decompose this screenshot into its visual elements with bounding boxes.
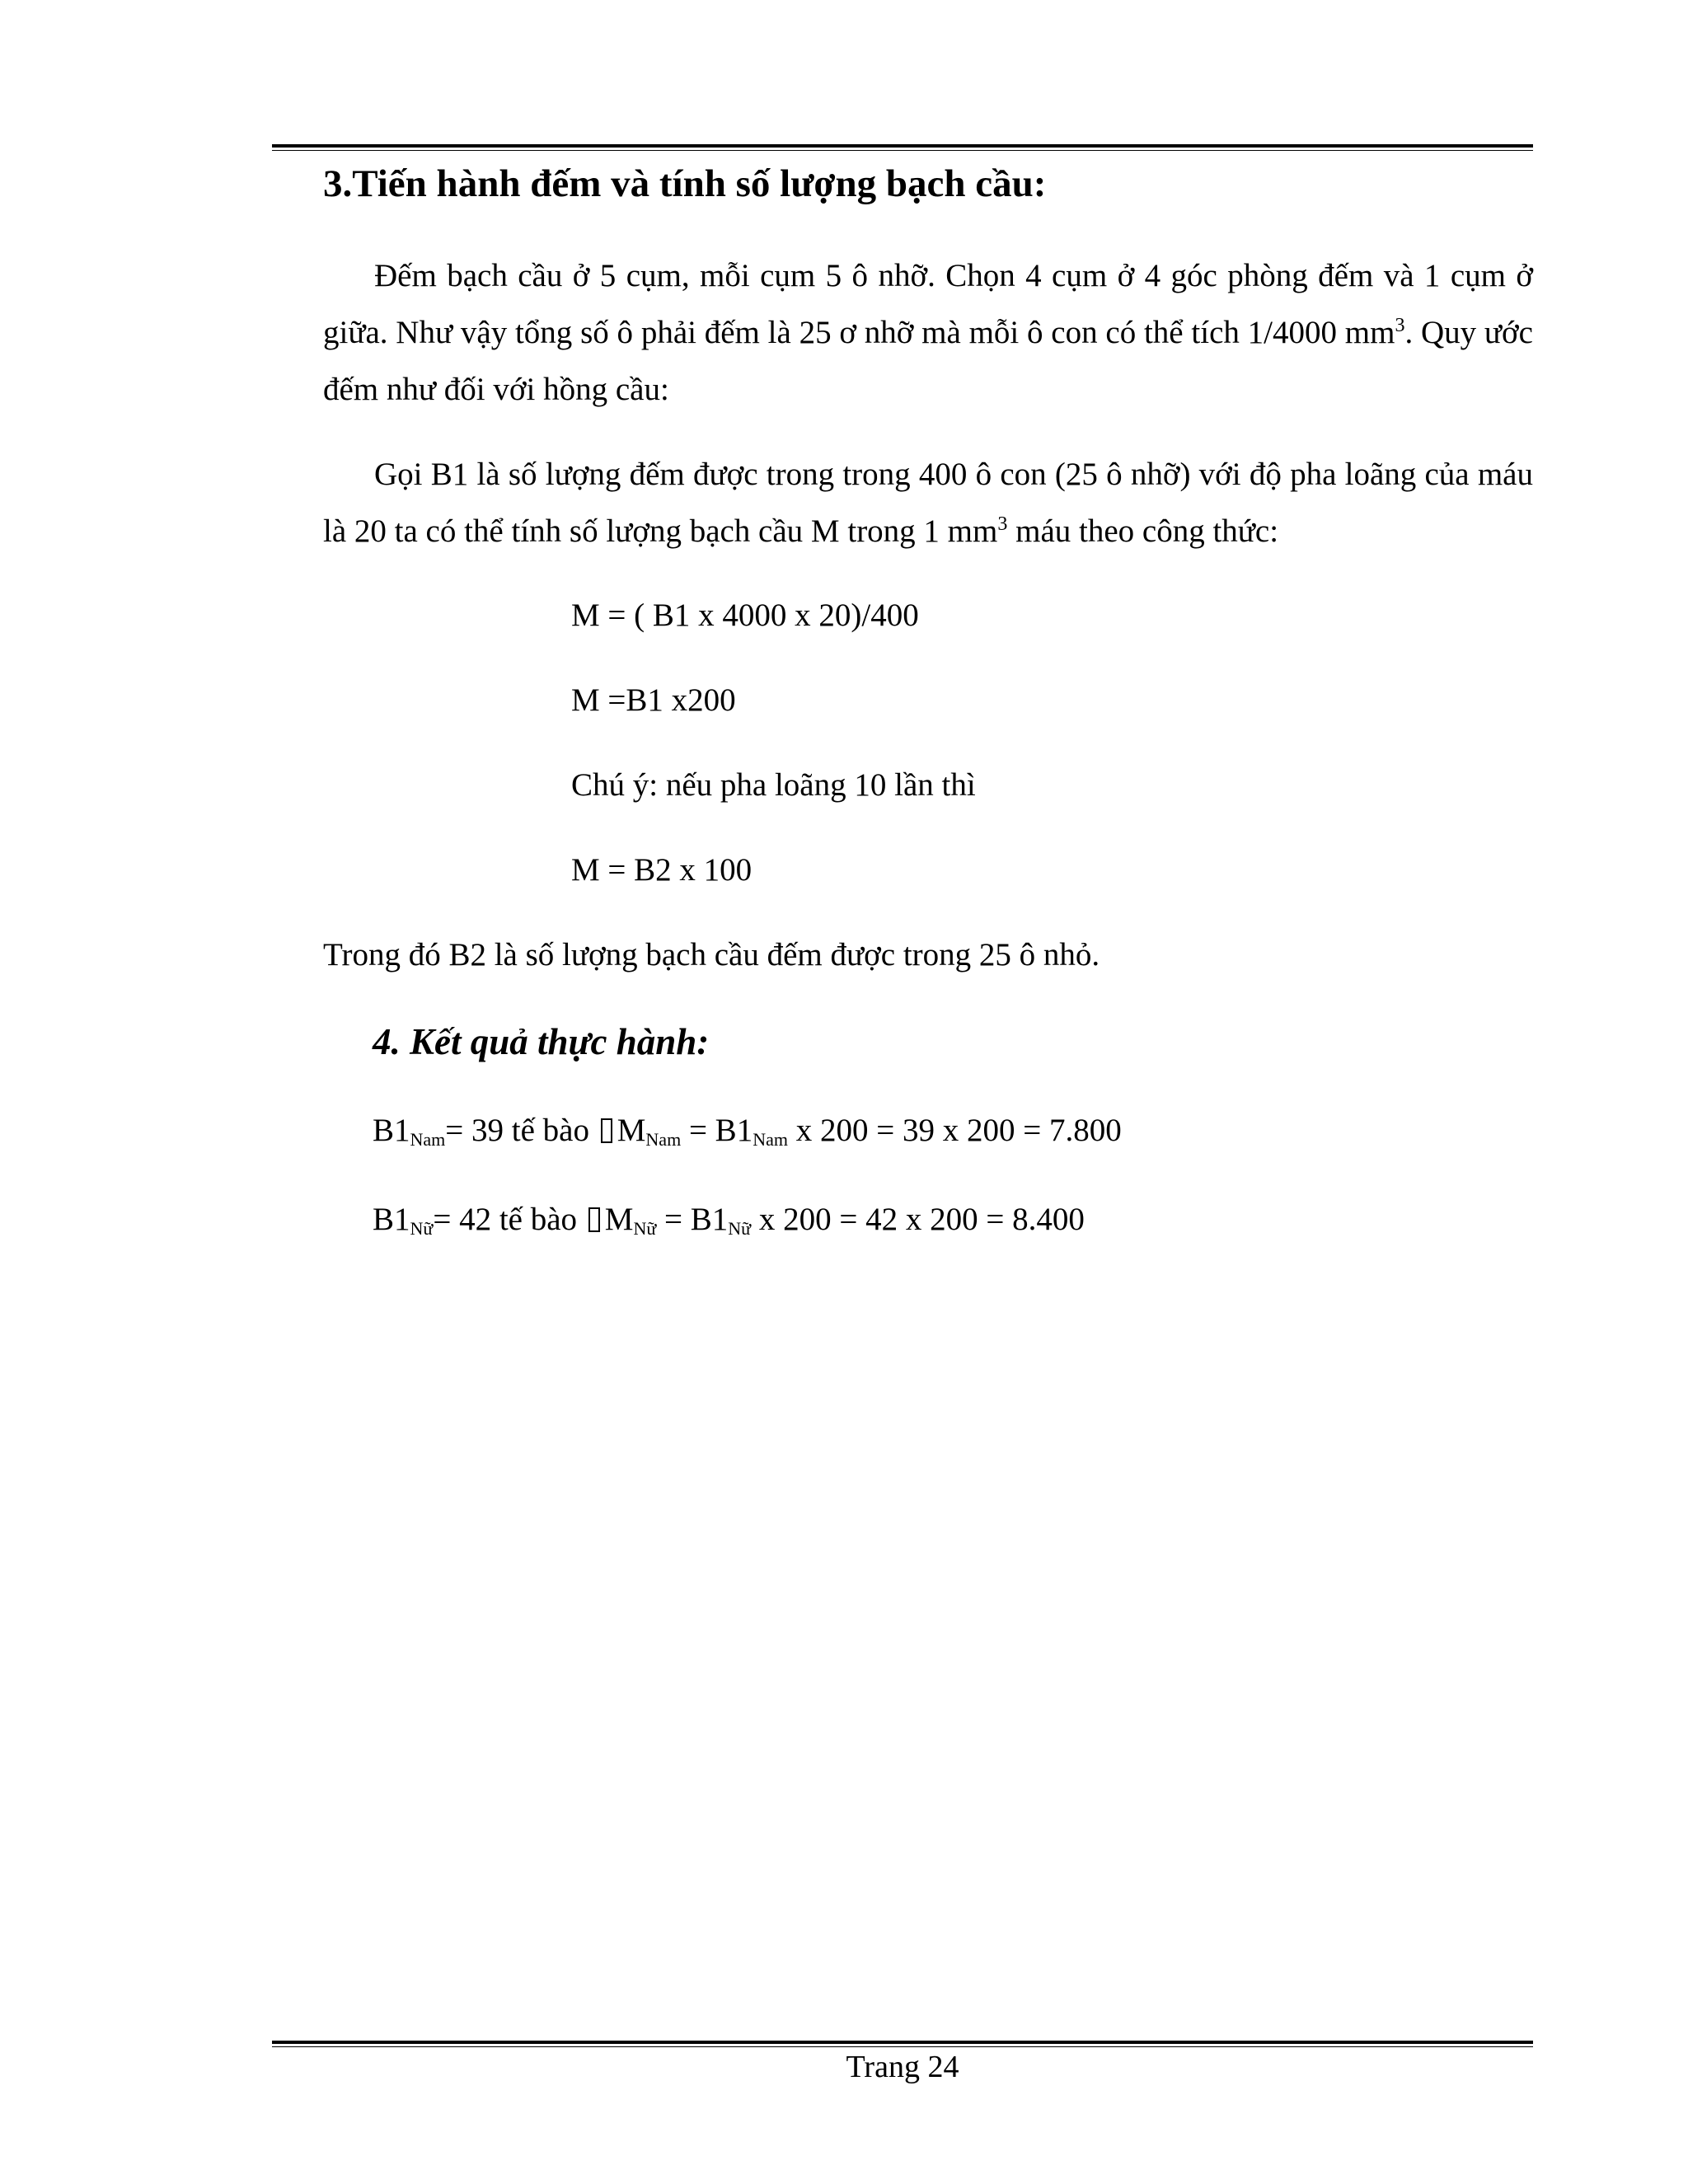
paragraph-counting-method xyxy=(323,247,1533,418)
result-text: = 39 tế bào xyxy=(445,1113,598,1148)
superscript-3: 3 xyxy=(997,513,1008,535)
formula-line: M =B1 x200 xyxy=(571,682,736,718)
formula-line: M = B2 x 100 xyxy=(571,852,753,888)
subscript: Nữ xyxy=(410,1218,434,1239)
paragraph-text: máu theo công thức: xyxy=(1007,513,1279,549)
result-text: = B1 xyxy=(656,1202,729,1237)
paragraph-formula-intro xyxy=(323,446,1533,560)
subscript: Nam xyxy=(410,1129,446,1150)
result-text: M xyxy=(604,1202,634,1237)
result-text: M xyxy=(617,1113,646,1148)
result-text: B1 xyxy=(373,1113,410,1148)
subscript: Nữ xyxy=(633,1218,657,1239)
subscript: Nữ xyxy=(728,1218,752,1239)
result-text: x 200 = 42 x 200 = 8.400 xyxy=(751,1202,1085,1237)
paragraph-text: Đếm bạch cầu ở 5 cụm, mỗi cụm 5 ô nhỡ. Chọn 4 cụm ở 4 góc phòng đếm và 1 cụm ở giữa. Như vậy tổng số ô phải đếm là 25 ơ nhỡ mà mỗi ô con có thể tích 1/4000 mm xyxy=(323,258,1533,350)
paragraph-text: Gọi B1 là số lượng đếm được trong trong 400 ô con (25 ô nhỡ) với độ pha loãng của máu là 20 ta có thể tính số lượng bạch cầu M trong 1 mm xyxy=(323,457,1533,549)
result-text: = B1 xyxy=(681,1113,753,1148)
b2-explanation: Trong đó B2 là số lượng bạch cầu đếm được trong 25 ô nhỏ. xyxy=(323,937,1100,972)
implies-arrow-icon xyxy=(601,1118,612,1143)
paragraph-text: . Quy ước đếm như đối với hồng cầu: xyxy=(323,315,1533,407)
subscript: Nam xyxy=(753,1129,788,1150)
header-rule xyxy=(272,144,1533,151)
result-text: B1 xyxy=(373,1202,410,1237)
formula-note: Chú ý: nếu pha loãng 10 lần thì xyxy=(571,767,976,803)
subscript: Nam xyxy=(645,1129,682,1150)
superscript-3: 3 xyxy=(1395,315,1405,336)
result-text: x 200 = 39 x 200 = 7.800 xyxy=(787,1113,1122,1148)
result-female xyxy=(373,1199,1085,1240)
page-number: Trang 24 xyxy=(846,2050,959,2084)
section-4-heading: 4. Kết quả thực hành: xyxy=(373,1021,710,1062)
implies-arrow-icon xyxy=(588,1207,600,1232)
result-text: = 42 tế bào xyxy=(433,1202,585,1237)
result-male xyxy=(373,1110,1122,1151)
section-3-heading: 3.Tiến hành đếm và tính số lượng bạch cầu: xyxy=(323,162,1047,205)
formula-line: M = ( B1 x 4000 x 20)/400 xyxy=(571,598,919,633)
